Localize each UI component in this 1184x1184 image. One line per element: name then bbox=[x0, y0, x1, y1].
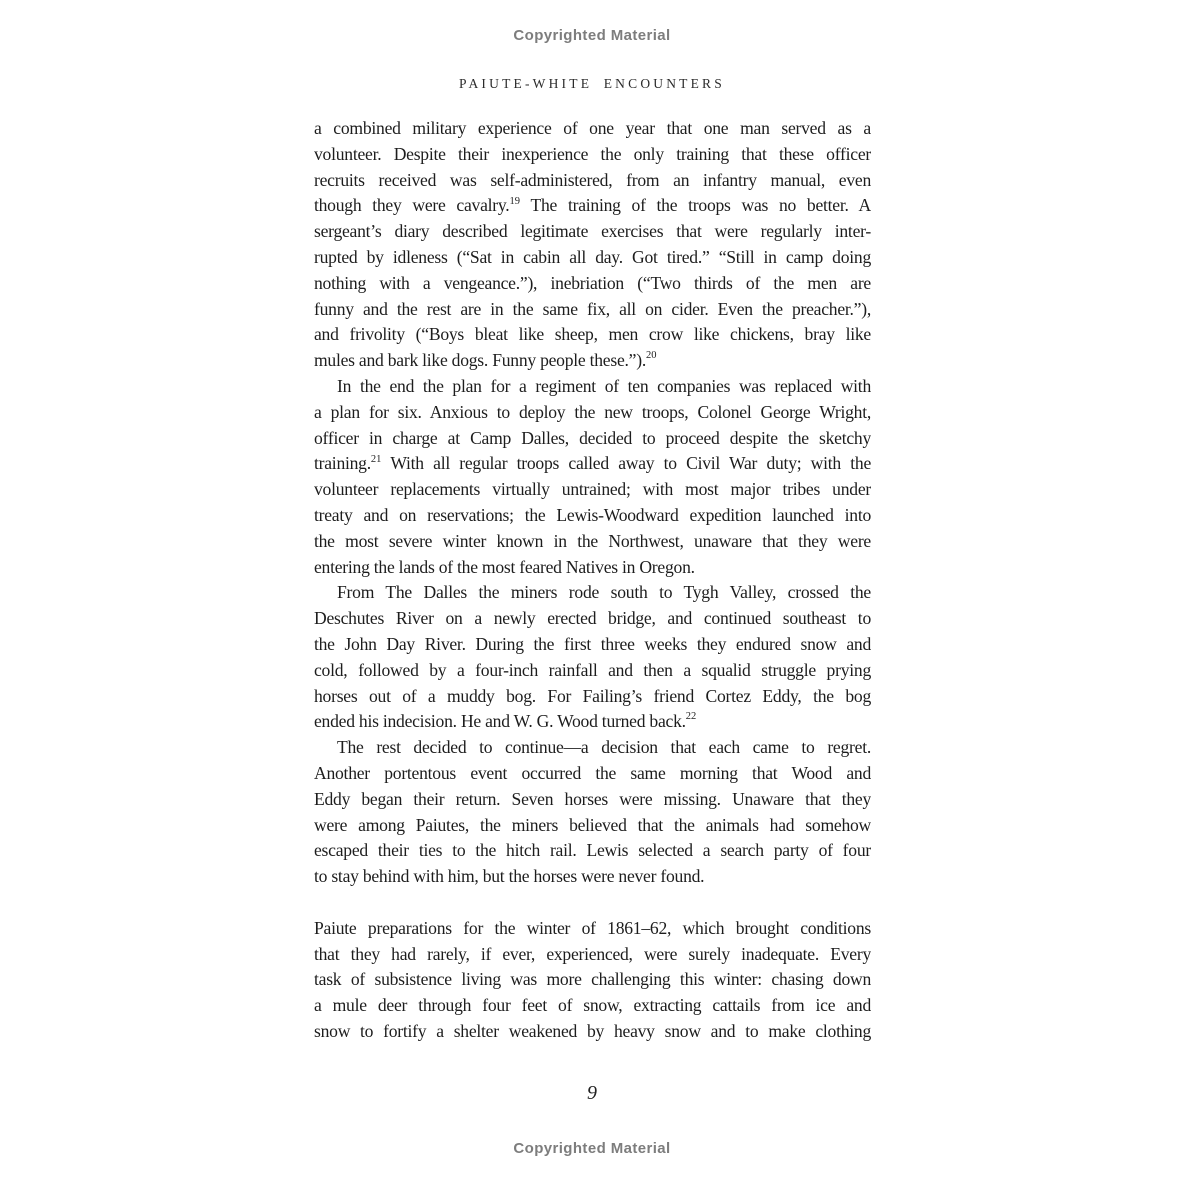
copyright-notice-top: Copyrighted Material bbox=[513, 27, 671, 44]
text-line: volunteer. Despite their inexperience the only training that these officer bbox=[314, 143, 871, 164]
text-line: that they had rarely, if ever, experienced, were surely inadequate. Every bbox=[314, 943, 871, 964]
text-line: were among Paiutes, the miners believed that the animals had somehow bbox=[314, 814, 871, 835]
text-line: recruits received was self-administered, from an infantry manual, even bbox=[314, 169, 871, 190]
text-line: though they were cavalry.$^{19}$ The training of the troops was no better. A bbox=[314, 195, 871, 216]
text-line: officer in charge at Camp Dalles, decided to proceed despite the sketchy bbox=[314, 427, 871, 448]
text-line: entering the lands of the most feared Natives in Oregon. bbox=[314, 556, 695, 577]
text-line: and frivolity (“Boys bleat like sheep, men crow like chickens, bray like bbox=[314, 324, 871, 345]
text-line: to stay behind with him, but the horses were never found. bbox=[314, 866, 705, 887]
text-line: ended his indecision. He and W. G. Wood turned back.$^{22}$ bbox=[314, 711, 697, 732]
text-line: task of subsistence living was more challenging this winter: chasing down bbox=[314, 969, 871, 990]
footnote-reference: 19 bbox=[509, 195, 520, 207]
text-line: cold, followed by a four-inch rainfall and then a squalid struggle prying bbox=[314, 659, 871, 680]
text-line: Paiute preparations for the winter of 1861–62, which brought conditions bbox=[314, 917, 871, 938]
text-line: escaped their ties to the hitch rail. Lewis selected a search party of four bbox=[314, 840, 871, 861]
text-line: a combined military experience of one year that one man served as a bbox=[314, 118, 871, 138]
footnote-reference: 20 bbox=[645, 350, 657, 362]
text-line: training.$^{21}$ With all regular troops called away to Civil War duty; with the bbox=[314, 453, 871, 474]
text-line: sergeant’s diary described legitimate exercises that were regularly inter- bbox=[314, 221, 871, 242]
text-line: Eddy began their return. Seven horses were missing. Unaware that they bbox=[314, 788, 871, 809]
text-line: a mule deer through four feet of snow, extracting cattails from ice and bbox=[314, 995, 871, 1016]
text-line: From The Dalles the miners rode south to Tygh Valley, crossed the bbox=[337, 582, 871, 603]
text-line: Deschutes River on a newly erected bridge, and continued southeast to bbox=[314, 608, 871, 629]
text-line: rupted by idleness (“Sat in cabin all day. Got tired.” “Still in camp doing bbox=[314, 246, 871, 267]
body-text bbox=[314, 116, 871, 1045]
text-line: Another portentous event occurred the same morning that Wood and bbox=[314, 762, 871, 783]
text-line: horses out of a muddy bog. For Failing’s friend Cortez Eddy, the bog bbox=[314, 685, 871, 706]
text-line: The rest decided to continue—a decision that each came to regret. bbox=[337, 737, 871, 758]
running-head: PAIUTE-WHITE ENCOUNTERS bbox=[459, 76, 725, 91]
footnote-reference: 21 bbox=[370, 453, 382, 465]
text-line: mules and bark like dogs. Funny people these.”).$^{20}$ bbox=[314, 350, 657, 371]
text-line: a plan for six. Anxious to deploy the new troops, Colonel George Wright, bbox=[314, 401, 871, 422]
text-line: treaty and on reservations; the Lewis-Woodward expedition launched into bbox=[314, 504, 871, 525]
text-line: volunteer replacements virtually untrained; with most major tribes under bbox=[314, 479, 871, 500]
text-line: nothing with a vengeance.”), inebriation (“Two thirds of the men are bbox=[314, 272, 871, 293]
copyright-notice-bottom: Copyrighted Material bbox=[513, 1140, 671, 1157]
text-line: In the end the plan for a regiment of ten companies was replaced with bbox=[337, 375, 871, 396]
text-line: the John Day River. During the first three weeks they endured snow and bbox=[314, 633, 871, 654]
footnote-reference: 22 bbox=[685, 711, 697, 723]
text-line: the most severe winter known in the Northwest, unaware that they were bbox=[314, 530, 871, 551]
page-number: 9 bbox=[587, 1082, 597, 1104]
text-line: snow to fortify a shelter weakened by heavy snow and to make clothing bbox=[314, 1020, 871, 1041]
text-line: funny and the rest are in the same fix, all on cider. Even the preacher.”), bbox=[314, 298, 871, 319]
